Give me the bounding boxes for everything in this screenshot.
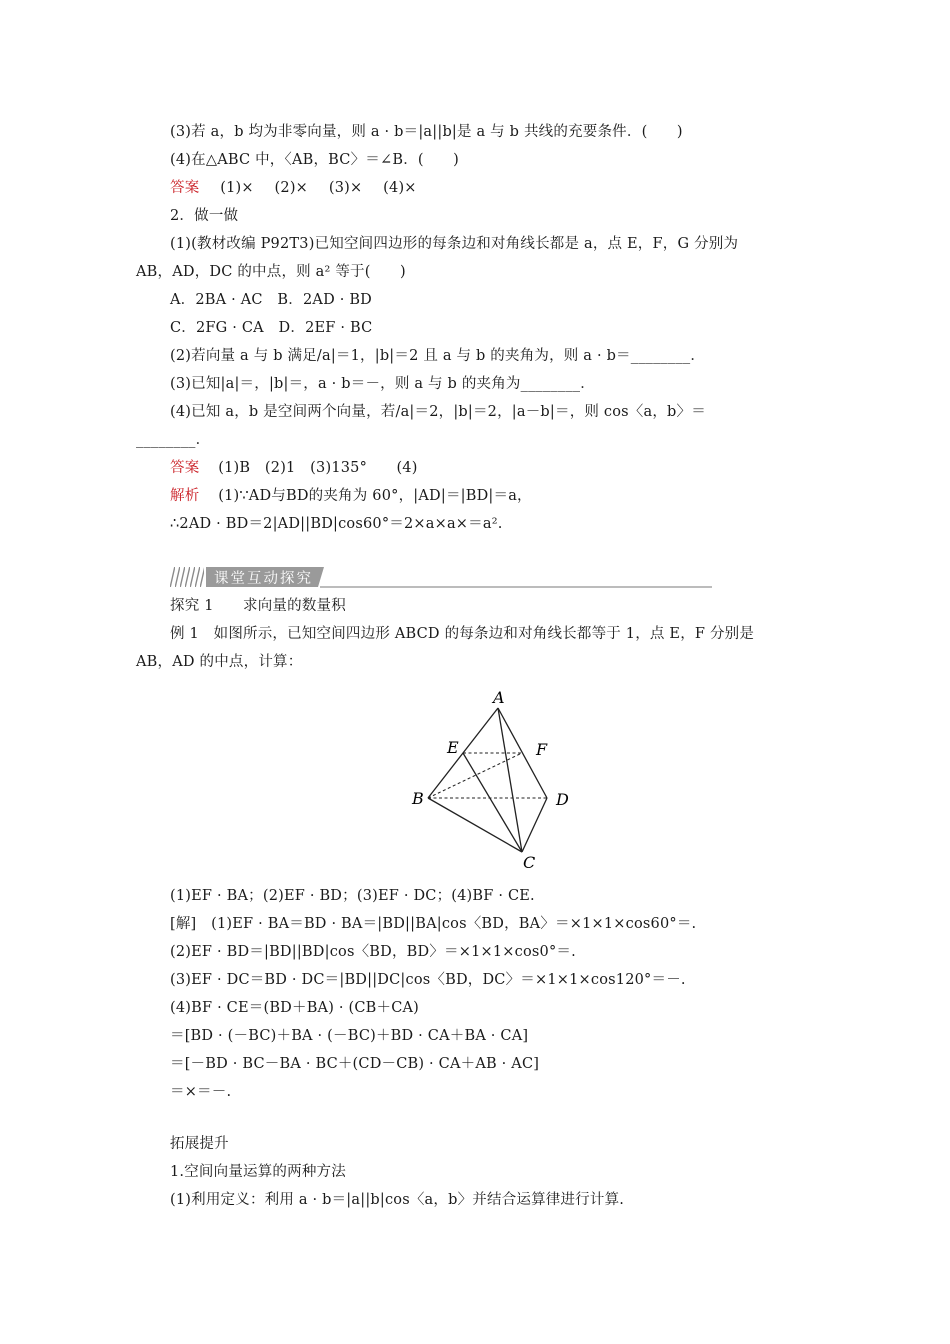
- answer-label: 答案: [170, 180, 200, 196]
- answer-row-2: [170, 458, 418, 478]
- method-1-definition: (1)利用定义：利用 a · b＝|a||b|cos〈a，b〉并结合运算律进行计算.: [170, 1192, 625, 1208]
- solution-3: (3)EF · DC＝BD · DC＝|BD||DC|cos〈BD，DC〉＝×1×1×cos120°＝－.: [170, 972, 686, 988]
- practice-1-statement: (1)(教材改编 P92T3)已知空间四边形的每条边和对角线长都是 a，点 E，F，G 分别为: [170, 236, 739, 252]
- point-label-E: E: [447, 738, 459, 757]
- answer-text: (1)B (2)1 (3)135° (4): [218, 460, 418, 476]
- question-3-statement: (3)若 a，b 均为非零向量，则 a · b＝|a||b|是 a 与 b 共线的充要条件．( ): [170, 124, 683, 140]
- solution-4-step-2: ＝[－BD · BC－BA · BC＋(CD－CB) · CA＋AB · AC]: [170, 1056, 540, 1072]
- practice-1-options-cd: C．2FG · CA D．2EF · BC: [170, 320, 373, 336]
- solution-1: [解] (1)EF · BA＝BD · BA＝|BD||BA|cos〈BD，BA〉＝×1×1×cos60°＝.: [170, 916, 697, 932]
- practice-1-options-ab: A．2BA · AC B．2AD · BD: [170, 292, 373, 308]
- answer-label: 答案: [170, 460, 200, 476]
- tetrahedron-figure: [400, 688, 590, 870]
- answer-item: (2)×: [274, 180, 309, 196]
- answer-item: (4)×: [383, 180, 417, 196]
- solution-4: (4)BF · CE＝(BD＋BA) · (CB＋CA): [170, 1000, 420, 1016]
- analysis-label: 解析: [170, 488, 200, 504]
- section-banner: [170, 566, 712, 588]
- analysis-text: (1)∵AD与BD的夹角为 60°，|AD|＝|BD|＝a，: [218, 488, 532, 504]
- example-1-statement: 例 1 如图所示，已知空间四边形 ABCD 的每条边和对角线长都等于 1，点 E，F 分别是: [170, 626, 755, 642]
- banner-title: 课堂互动探究: [214, 571, 313, 587]
- edge-DC: [522, 798, 547, 852]
- answer-item: (3)×: [328, 180, 363, 196]
- practice-2-statement: (2)若向量 a 与 b 满足/a|＝1，|b|＝2 且 a 与 b 的夹角为，则 a · b＝________．: [170, 348, 706, 364]
- vertex-label-A: A: [493, 688, 505, 707]
- question-4-statement: (4)在△ABC 中，〈AB，BC〉＝∠B．( ): [170, 152, 460, 168]
- example-1-tasks: (1)EF · BA；(2)EF · BD；(3)EF · DC；(4)BF · CE.: [170, 888, 535, 904]
- segment-BF-hidden: [428, 753, 522, 798]
- vertex-label-B: B: [412, 789, 424, 808]
- answer-row-1: [170, 178, 433, 198]
- vertex-label-C: C: [523, 853, 536, 870]
- analysis-conclusion: ∴2AD · BD＝2|AD||BD|cos60°＝2×a×a×＝a².: [170, 516, 503, 532]
- practice-3-statement: (3)已知|a|＝，|b|＝，a · b＝－，则 a 与 b 的夹角为________．: [170, 376, 595, 392]
- extension-heading: 拓展提升: [170, 1136, 229, 1152]
- solution-4-step-1: ＝[BD · (－BC)＋BA · (－BC)＋BD · CA＋BA · CA]: [170, 1028, 529, 1044]
- practice-4-blank: ________．: [136, 432, 211, 448]
- practice-4-statement: (4)已知 a，b 是空间两个向量，若/a|＝2，|b|＝2，|a－b|＝，则 cos〈a，b〉＝: [170, 404, 706, 420]
- solution-2: (2)EF · BD＝|BD||BD|cos〈BD，BD〉＝×1×1×cos0°＝.: [170, 944, 576, 960]
- example-1-continued: AB，AD 的中点，计算：: [136, 654, 303, 670]
- tetrahedron-diagram: [400, 688, 590, 870]
- edge-BC: [428, 798, 522, 852]
- explore-heading: 探究 1 求向量的数量积: [170, 598, 346, 614]
- analysis-row: [170, 486, 532, 506]
- vertex-label-D: D: [556, 790, 569, 809]
- method-heading: 1.空间向量运算的两种方法: [170, 1164, 346, 1180]
- section-heading-practice: 2．做一做: [170, 208, 239, 224]
- answer-item: (1)×: [220, 180, 254, 196]
- solution-4-result: ＝×＝－.: [170, 1084, 232, 1100]
- practice-1-continued: AB，AD，DC 的中点，则 a² 等于( ): [136, 264, 406, 280]
- point-label-F: F: [536, 740, 548, 759]
